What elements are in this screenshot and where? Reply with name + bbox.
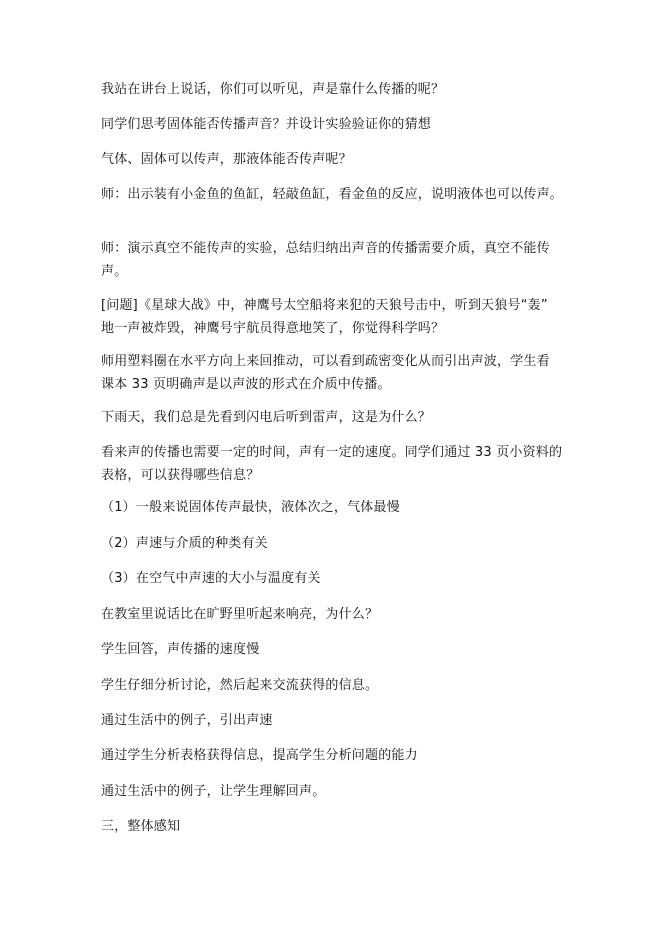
paragraph-9: 看来声的传播也需要一定的时间，声有一定的速度。同学们通过 33 页小资料的 表格，可以获得哪些信息？ (101, 445, 563, 483)
paragraph-10: 在教室里说话比在旷野里听起来响亮，为什么？ (101, 607, 379, 622)
paragraph-2: 同学们思考固体能否传播声音？并设计实验验证你的猜想 (101, 117, 432, 132)
paragraph-4: 师：出示装有小金鱼的鱼缸，轻敲鱼缸，看金鱼的反应，说明液体也可以传声。 (101, 187, 564, 202)
paragraph-1: 我站在讲台上说话，你们可以听见，声是靠什么传播的呢？ (101, 82, 445, 97)
paragraph-7: 师用塑料圈在水平方向上来回推动，可以看到疏密变化从而引出声波，学生看 课本 33 页明确声是以声波的形式在介质中传播。 (101, 354, 550, 392)
paragraph-11: 学生回答，声传播的速度慢 (101, 642, 260, 657)
paragraph-14: 通过学生分析表格获得信息，提高学生分析问题的能力 (101, 748, 418, 763)
list-item-1: （1）一般来说固体传声最快，液体次之，气体最慢 (101, 500, 400, 515)
section-heading: 三，整体感知 (101, 819, 181, 834)
paragraph-13: 通过生活中的例子，引出声速 (101, 713, 273, 728)
paragraph-15: 通过生活中的例子，让学生理解回声。 (101, 784, 326, 799)
paragraph-6: [问题]《星球大战》中，神鹰号太空船将来犯的天狼号击中，听到天狼号“轰” 地一声被炸毁，神鹰号宇航员得意地笑了，你觉得科学吗？ (101, 298, 548, 336)
paragraph-8: 下雨天，我们总是先看到闪电后听到雷声，这是为什么？ (101, 410, 432, 425)
list-item-2: （2）声速与介质的种类有关 (101, 536, 268, 551)
paragraph-3: 气体、固体可以传声，那液体能否传声呢？ (101, 152, 352, 167)
paragraph-5: 师：演示真空不能传声的实验，总结归纳出声音的传播需要介质，真空不能传 声。 (101, 241, 550, 279)
list-item-3: （3）在空气中声速的大小与温度有关 (101, 571, 321, 586)
paragraph-12: 学生仔细分析讨论，然后起来交流获得的信息。 (101, 678, 379, 693)
